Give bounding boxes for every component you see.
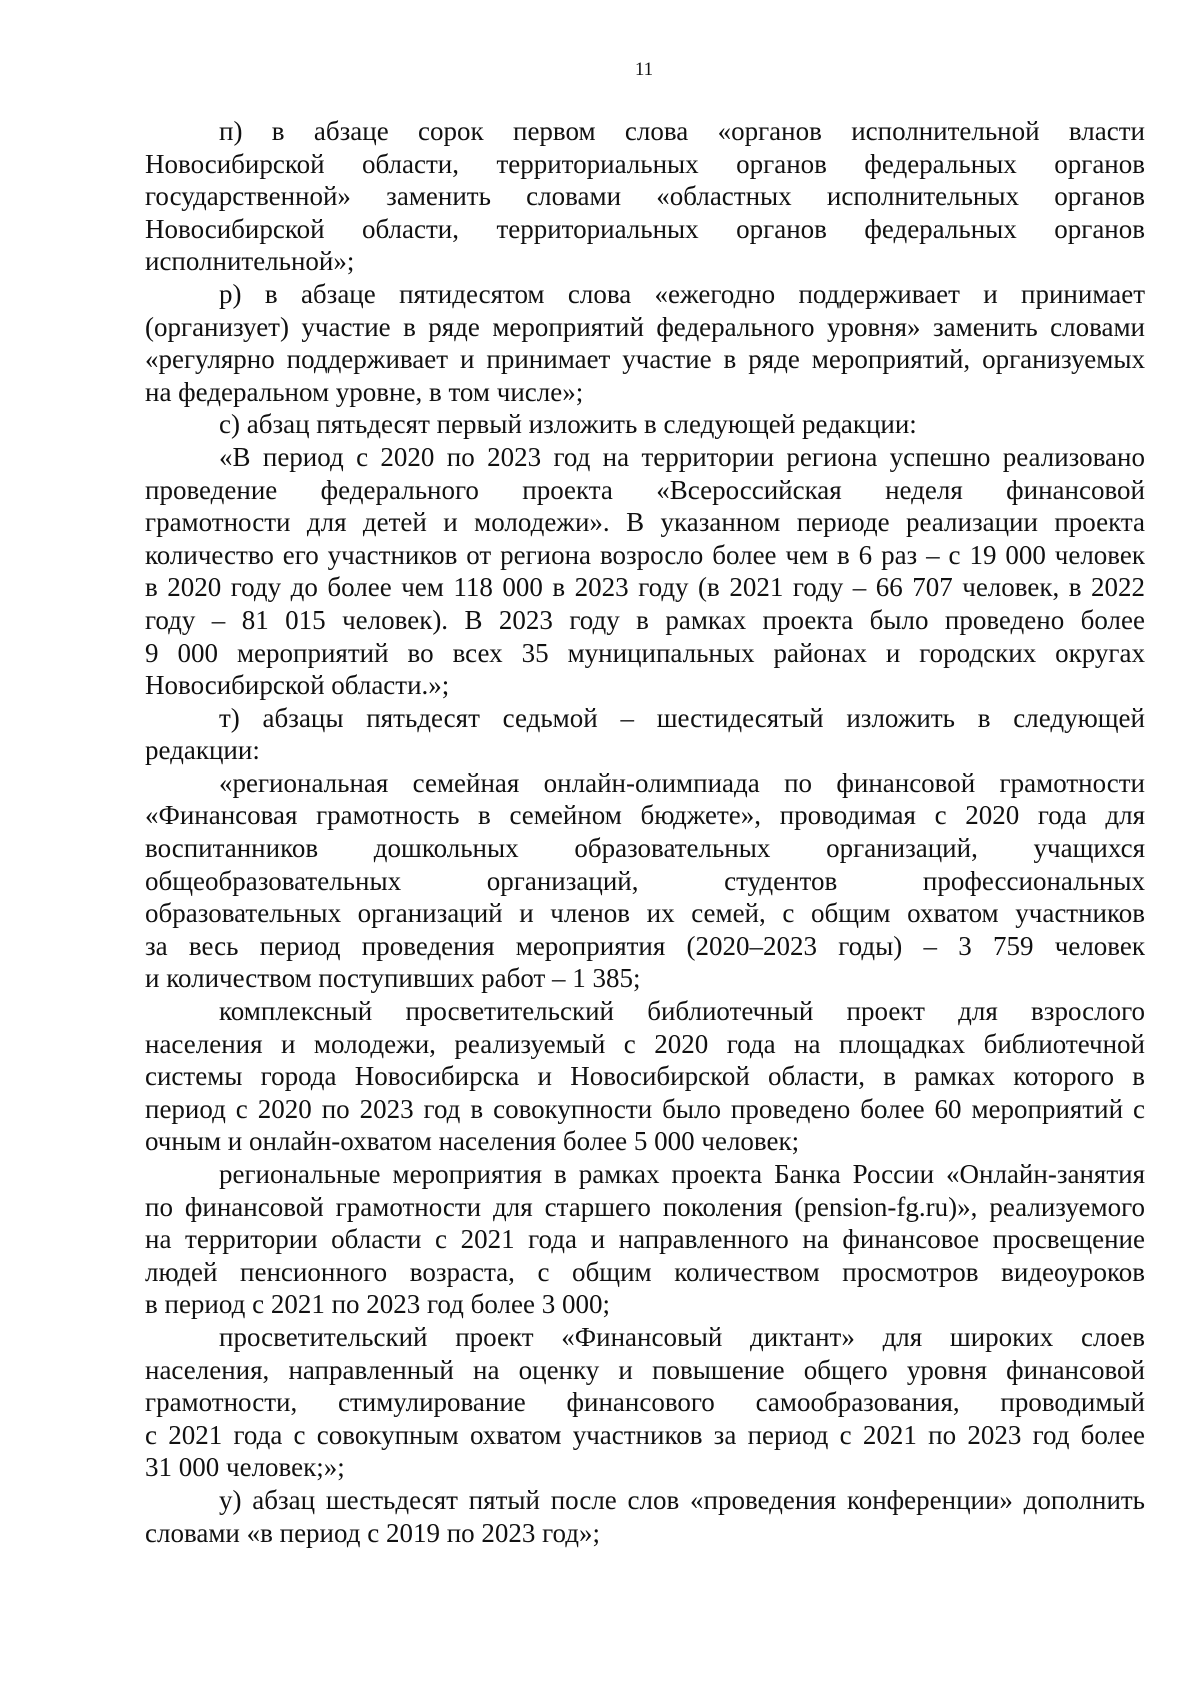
paragraph-u — [145, 1484, 1145, 1549]
text-line: году – 81 015 человек). В 2023 году в рамках проекта было проведено более — [145, 604, 1145, 635]
text-line: «В период с 2020 по 2023 год на территории региона успешно реализовано — [219, 441, 1145, 472]
text-line: региональные мероприятия в рамках проекта Банка России «Онлайн-занятия — [219, 1159, 1145, 1189]
text-line: людей пенсионного возраста, с общим количеством просмотров видеоуроков — [145, 1256, 1145, 1287]
text-line: проведение федерального проекта «Всероссийская неделя финансовой — [145, 474, 1145, 505]
text-line: на территории области с 2021 года и направленного на финансовое просвещение — [145, 1224, 1145, 1255]
text-line: количество его участников от региона возросло более чем в 6 раз – с 19 000 человек — [145, 539, 1145, 570]
text-line: с 2021 года с совокупным охватом участников за период с 2021 по 2023 год более — [145, 1419, 1145, 1450]
paragraph-r — [145, 278, 1145, 408]
text-line: комплексный просветительский библиотечный проект для взрослого — [219, 996, 1145, 1027]
paragraph-p — [145, 115, 1145, 278]
text-line: т) абзацы пятьдесят седьмой – шестидесятый изложить в следующей — [219, 702, 1145, 733]
paragraph-s-quote — [145, 441, 1145, 702]
text-line: «регулярно поддерживает и принимает участие в ряде мероприятий, организуемых — [145, 344, 1145, 375]
text-line: грамотности для детей и молодежи». В указанном периоде реализации проекта — [145, 507, 1145, 538]
text-line: с) абзац пятьдесят первый изложить в следующей редакции: — [219, 409, 917, 440]
text-line: в период с 2021 по 2023 год более 3 000; — [145, 1289, 610, 1320]
text-line: словами «в период с 2019 по 2023 год»; — [145, 1517, 601, 1548]
text-line: воспитанников дошкольных образовательных организаций, учащихся — [145, 833, 1145, 864]
paragraph-t-quote-2 — [145, 995, 1145, 1158]
text-line: системы города Новосибирска и Новосибирской области, в рамках которого в — [145, 1061, 1145, 1092]
text-line: просветительский проект «Финансовый диктант» для широких слоев — [219, 1321, 1145, 1352]
text-line: населения и молодежи, реализуемый с 2020 года на площадках библиотечной — [145, 1028, 1145, 1059]
text-line: Новосибирской области.»; — [145, 670, 450, 701]
text-line: Новосибирской области, территориальных органов федеральных органов — [145, 213, 1145, 244]
paragraph-s — [145, 408, 1145, 441]
text-line: исполнительной»; — [145, 246, 355, 277]
text-line: 9 000 мероприятий во всех 35 муниципальных районах и городских округах — [145, 637, 1145, 668]
text-line: «региональная семейная онлайн-олимпиада по финансовой грамотности — [219, 767, 1145, 798]
text-line: населения, направленный на оценку и повышение общего уровня финансовой — [145, 1354, 1145, 1385]
text-line: за весь период проведения мероприятия (2020–2023 годы) – 3 759 человек — [145, 930, 1145, 961]
text-line: по финансовой грамотности для старшего поколения (pension-fg.ru)», реализуемого — [145, 1191, 1145, 1222]
paragraph-t-quote-3 — [145, 1158, 1145, 1321]
document-body — [145, 115, 1145, 1549]
paragraph-t — [145, 702, 1145, 767]
text-line: и количеством поступивших работ – 1 385; — [145, 963, 641, 994]
text-line: у) абзац шестьдесят пятый после слов «проведения конференции» дополнить — [219, 1484, 1145, 1515]
text-line: Новосибирской области, территориальных органов федеральных органов — [145, 148, 1145, 179]
paragraph-t-quote-4 — [145, 1321, 1145, 1484]
text-line: в 2020 году до более чем 118 000 в 2023 году (в 2021 году – 66 707 человек, в 2022 — [145, 572, 1145, 603]
text-line: общеобразовательных организаций, студентов профессиональных — [145, 865, 1145, 896]
text-line: на федеральном уровне, в том числе»; — [145, 376, 584, 407]
text-line: грамотности, стимулирование финансового самообразования, проводимый — [145, 1387, 1145, 1418]
text-line: (организует) участие в ряде мероприятий федерального уровня» заменить словами — [145, 311, 1145, 342]
page-number: 11 — [634, 59, 654, 80]
text-line: очным и онлайн-охватом населения более 5 000 человек; — [145, 1126, 800, 1157]
paragraph-t-quote-1 — [145, 767, 1145, 995]
text-line: 31 000 человек;»; — [145, 1452, 345, 1483]
text-line: образовательных организаций и членов их семей, с общим охватом участников — [145, 898, 1145, 929]
text-line: «Финансовая грамотность в семейном бюджете», проводимая с 2020 года для — [145, 800, 1145, 831]
text-line: р) в абзаце пятидесятом слова «ежегодно поддерживает и принимает — [219, 278, 1145, 309]
text-line: редакции: — [145, 735, 260, 766]
text-line: государственной» заменить словами «областных исполнительных органов — [145, 181, 1145, 212]
text-line: период с 2020 по 2023 год в совокупности было проведено более 60 мероприятий с — [145, 1093, 1145, 1124]
text-line: п) в абзаце сорок первом слова «органов исполнительной власти — [219, 116, 1145, 146]
